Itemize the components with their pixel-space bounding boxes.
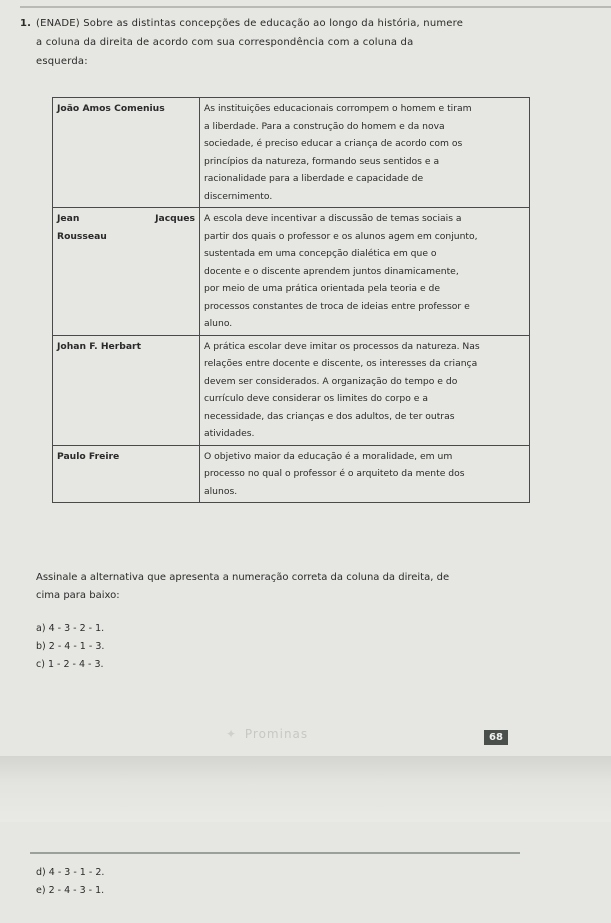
concept-line: processo no qual o professor é o arquiteto da mente dos: [204, 468, 465, 479]
concept-line: necessidade, das crianças e dos adultos, de ter outras: [204, 410, 455, 422]
concept-cell: [200, 208, 530, 336]
concept-line: O objetivo maior da educação é a moralidade, em um: [204, 450, 453, 462]
concept-line: aluno.: [204, 318, 233, 329]
author-cell: [53, 98, 200, 208]
table-row: [53, 445, 530, 503]
author-cell: [53, 445, 200, 503]
association-table: [52, 97, 530, 503]
author-last-name: Rousseau: [57, 230, 107, 242]
concept-line: relações entre docente e discente, os interesses da criança: [204, 358, 478, 369]
question-line-1: (ENADE) Sobre as distintas concepções de educação ao longo da história, numere: [36, 18, 464, 29]
top-rule: [20, 6, 611, 8]
page-number-badge: 68: [484, 730, 508, 745]
instruction: [36, 569, 596, 605]
concept-line: devem ser considerados. A organização do tempo e do: [204, 375, 458, 387]
option-text: 4 - 3 - 2 - 1.: [48, 623, 105, 634]
instruction-line-2: cima para baixo:: [36, 590, 120, 601]
option-text: 4 - 3 - 1 - 2.: [48, 867, 105, 878]
option-label: a): [36, 623, 46, 634]
brand-mark-icon: ✦: [226, 727, 238, 741]
table-row: [53, 335, 530, 445]
author-cell: [53, 208, 200, 336]
concept-line: docente e o discente aprendem juntos dinamicamente,: [204, 265, 459, 277]
option-d[interactable]: [36, 867, 104, 878]
instruction-line-1: Assinale a alternativa que apresenta a numeração correta da coluna da direita, de: [36, 572, 450, 583]
option-a[interactable]: [36, 623, 104, 634]
concept-line: por meio de uma prática orientada pela teoria e de: [204, 283, 441, 294]
option-text: 2 - 4 - 1 - 3.: [48, 641, 105, 652]
author-name: Johan F. Herbart: [57, 340, 141, 352]
option-text: 2 - 4 - 3 - 1.: [48, 885, 105, 896]
option-text: 1 - 2 - 4 - 3.: [47, 659, 104, 670]
option-label: b): [36, 641, 46, 652]
question-stem: [20, 14, 596, 71]
publisher-logo: [226, 727, 308, 741]
concept-line: sustentada em uma concepção dialética em que o: [204, 248, 437, 259]
concept-line: processos constantes de troca de ideias entre professor e: [204, 300, 470, 312]
concept-line: atividades.: [204, 428, 255, 439]
concept-line: discernimento.: [204, 190, 273, 202]
table-row: [53, 208, 530, 336]
concept-cell: [200, 445, 530, 503]
option-label: c): [36, 659, 45, 670]
option-label: e): [36, 885, 46, 896]
author-name: Paulo Freire: [57, 450, 120, 462]
author-cell: [53, 335, 200, 445]
concept-line: racionalidade para a liberdade e capacidade de: [204, 173, 424, 184]
option-label: d): [36, 867, 46, 878]
author-first-name: Jean: [57, 213, 80, 224]
page-break-shadow: [0, 756, 611, 822]
author-middle-name: Jacques: [155, 213, 195, 224]
concept-line: As instituições educacionais corrompem o homem e tiram: [204, 103, 472, 114]
logo-text: Prominas: [244, 727, 309, 741]
author-name: João Amos Comenius: [57, 103, 165, 114]
separator-rule: [30, 852, 520, 854]
concept-line: A escola deve incentivar a discussão de temas sociais a: [204, 213, 462, 224]
concept-line: currículo deve considerar os limites do corpo e a: [204, 393, 429, 404]
concept-line: A prática escolar deve imitar os processos da natureza. Nas: [204, 340, 480, 352]
concept-line: princípios da natureza, formando seus sentidos e a: [204, 155, 440, 167]
concept-cell: [200, 335, 530, 445]
concept-line: alunos.: [204, 485, 238, 497]
concept-cell: [200, 98, 530, 208]
question-number: 1.: [20, 18, 32, 29]
option-e[interactable]: [36, 885, 104, 896]
table-row: [53, 98, 530, 208]
option-c[interactable]: [36, 659, 104, 670]
author-name-line: [57, 210, 195, 228]
concept-line: sociedade, é preciso educar a criança de acordo com os: [204, 138, 463, 149]
concept-line: a liberdade. Para a construção do homem e da nova: [204, 120, 445, 132]
question-line-2: a coluna da direita de acordo com sua correspondência com a coluna da: [36, 37, 414, 48]
concept-line: partir dos quais o professor e os alunos agem em conjunto,: [204, 230, 478, 242]
option-b[interactable]: [36, 641, 104, 652]
question-line-3: esquerda:: [36, 56, 88, 67]
